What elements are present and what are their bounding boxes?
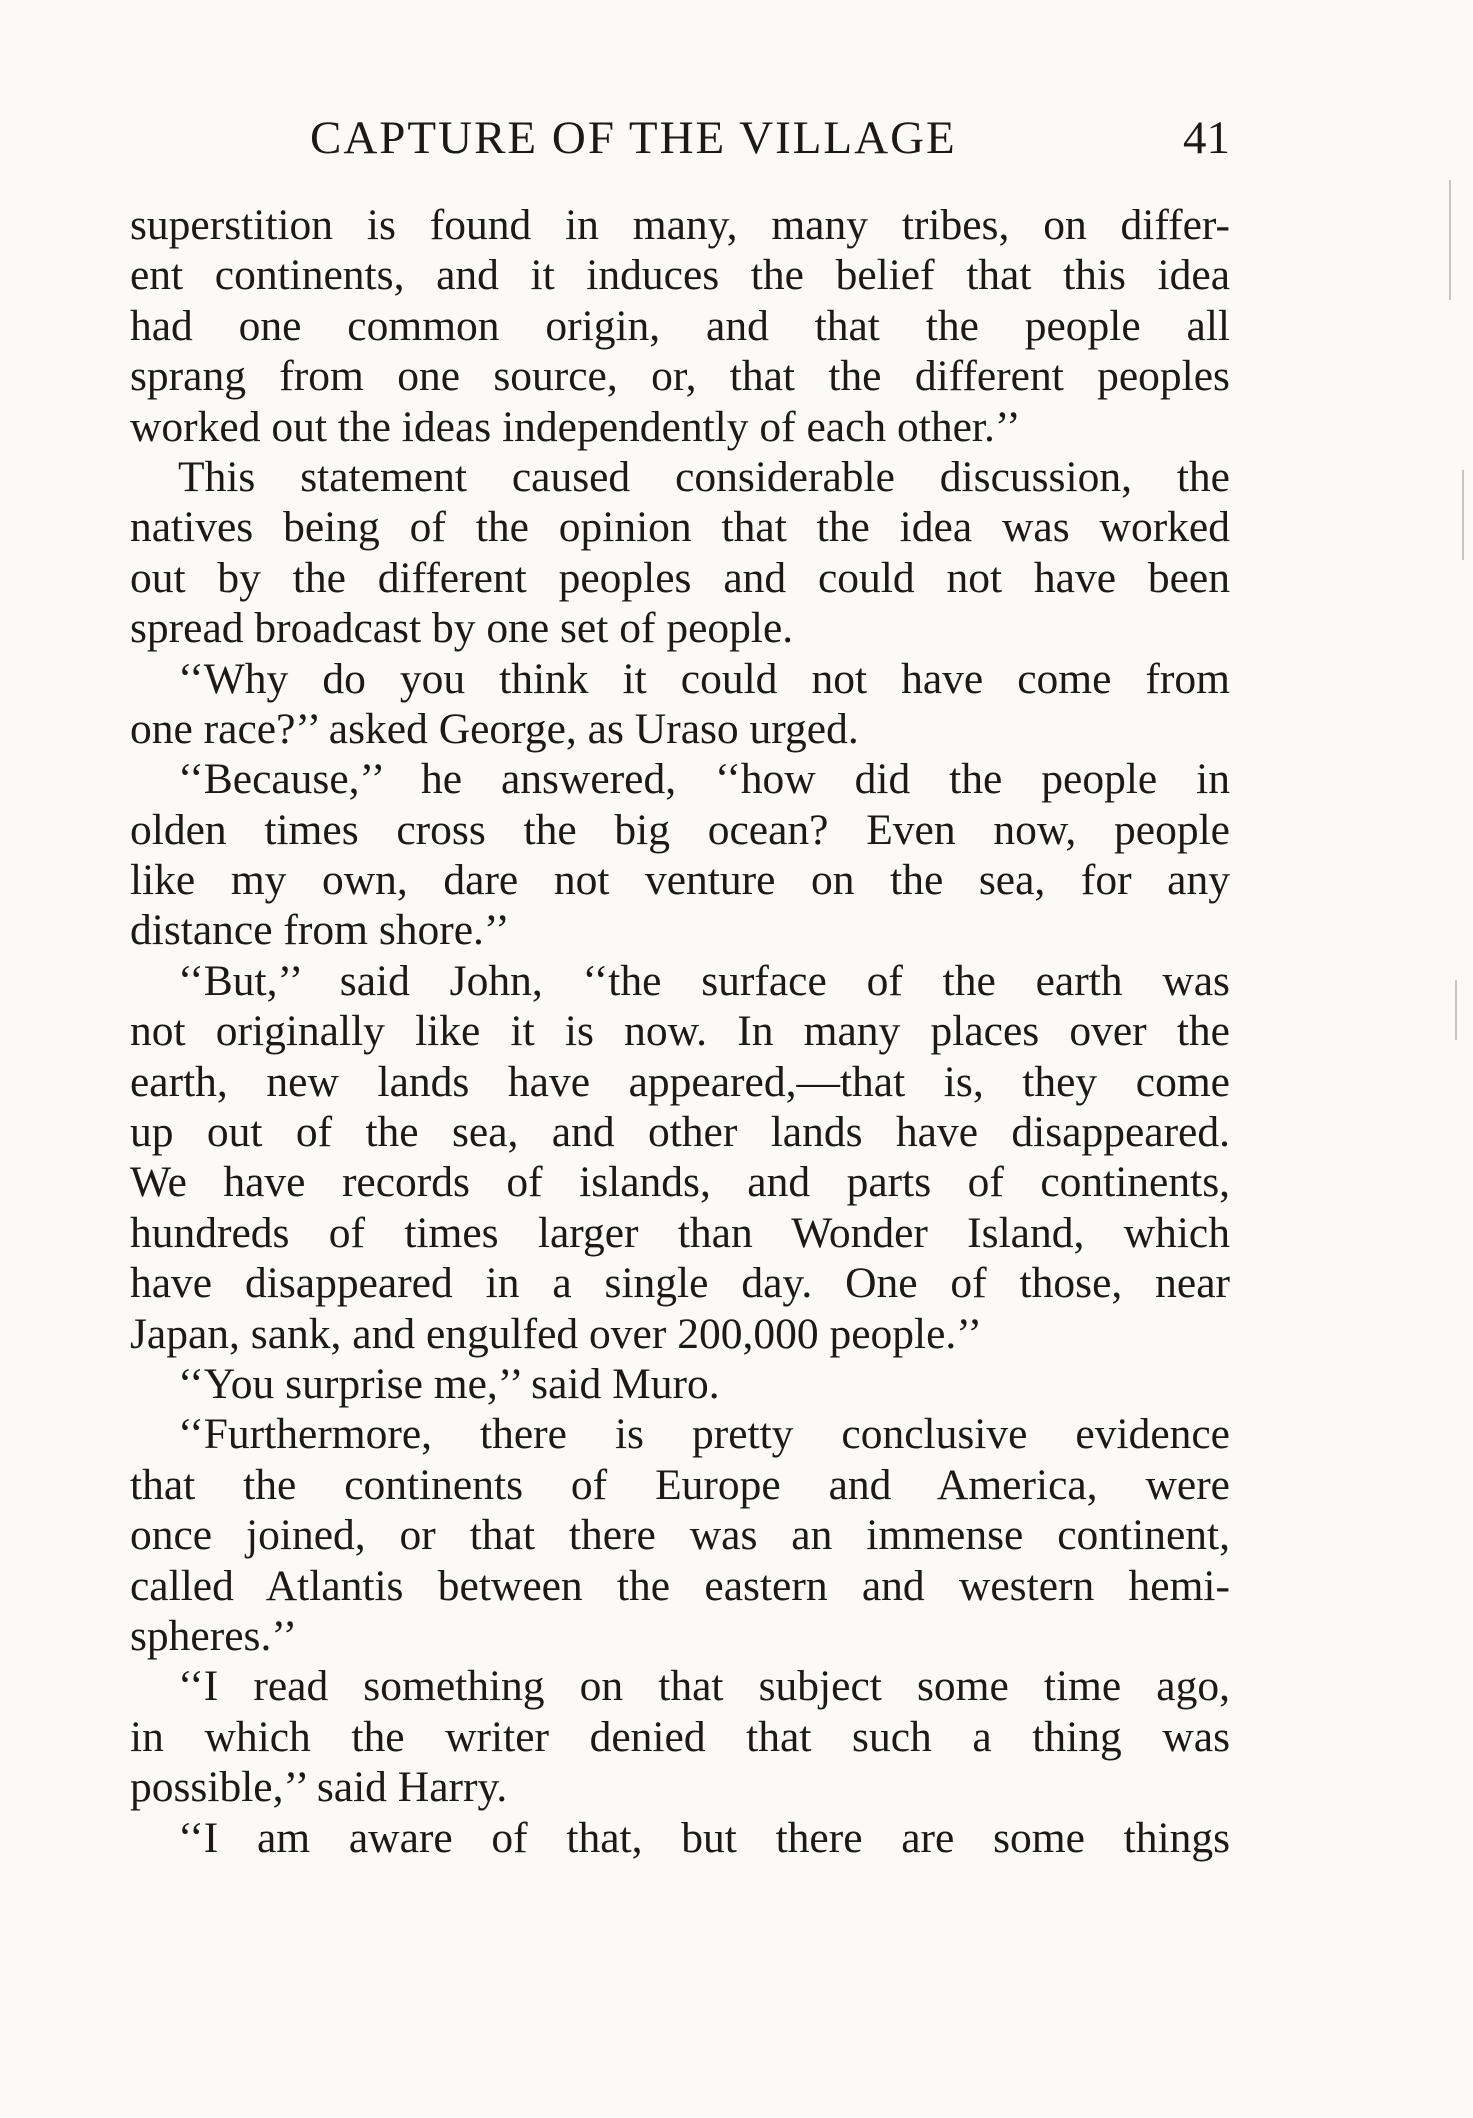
text-line: hundreds of times larger than Wonder Island, which	[130, 1208, 1230, 1257]
text-line: ‘‘You surprise me,’’ said Muro.	[178, 1359, 720, 1408]
text-line: spread broadcast by one set of people.	[130, 604, 794, 653]
text-line: distance from shore.’’	[130, 906, 510, 955]
text-line: up out of the sea, and other lands have disappeared.	[130, 1108, 1230, 1157]
text-line: ‘‘Furthermore, there is pretty conclusive evidence	[178, 1410, 1230, 1459]
paper-speck	[1449, 180, 1451, 300]
text-line: ‘‘But,’’ said John, ‘‘the surface of the earth was	[178, 956, 1230, 1005]
text-line: have disappeared in a single day. One of those, near	[130, 1259, 1230, 1308]
text-line: that the continents of Europe and America, were	[130, 1460, 1230, 1509]
text-line: sprang from one source, or, that the different peoples	[130, 352, 1230, 401]
text-line: out by the different peoples and could not have been	[130, 553, 1230, 602]
paper-speck	[1462, 470, 1464, 560]
text-line: in which the writer denied that such a thing was	[130, 1712, 1230, 1761]
text-line: We have records of islands, and parts of continents,	[130, 1158, 1230, 1207]
text-line: ent continents, and it induces the belief that this idea	[130, 251, 1230, 300]
text-line: called Atlantis between the eastern and western hemi-	[130, 1561, 1230, 1610]
running-header	[130, 108, 1230, 168]
text-line: This statement caused considerable discussion, the	[178, 452, 1230, 501]
text-line: Japan, sank, and engulfed over 200,000 people.’’	[130, 1309, 983, 1358]
book-page	[130, 0, 1230, 2118]
text-line: once joined, or that there was an immense continent,	[130, 1511, 1230, 1560]
text-line: ‘‘I am aware of that, but there are some things	[178, 1813, 1230, 1862]
chapter-title: CAPTURE OF THE VILLAGE	[310, 112, 957, 164]
text-line: one race?’’ asked George, as Uraso urged.	[130, 704, 859, 753]
text-line: spheres.’’	[130, 1611, 298, 1660]
body-text	[130, 200, 1230, 1863]
text-line: earth, new lands have appeared,—that is, they come	[130, 1057, 1230, 1106]
text-line: not originally like it is now. In many places over the	[130, 1007, 1230, 1056]
text-line: natives being of the opinion that the idea was worked	[130, 503, 1230, 552]
text-line: worked out the ideas independently of each other.’’	[130, 402, 1021, 451]
text-line: superstition is found in many, many tribes, on differ-	[130, 201, 1230, 249]
text-line: ‘‘Why do you think it could not have come from	[178, 654, 1230, 703]
text-line: ‘‘I read something on that subject some time ago,	[178, 1662, 1230, 1711]
text-line: possible,’’ said Harry.	[130, 1763, 508, 1812]
text-line: ‘‘Because,’’ he answered, ‘‘how did the people in	[178, 755, 1230, 804]
text-line: had one common origin, and that the people all	[130, 301, 1230, 350]
text-line: olden times cross the big ocean? Even now, people	[130, 805, 1230, 854]
text-line: like my own, dare not venture on the sea, for any	[130, 856, 1230, 905]
paper-speck	[1455, 980, 1457, 1040]
page-number: 41	[1183, 112, 1230, 164]
